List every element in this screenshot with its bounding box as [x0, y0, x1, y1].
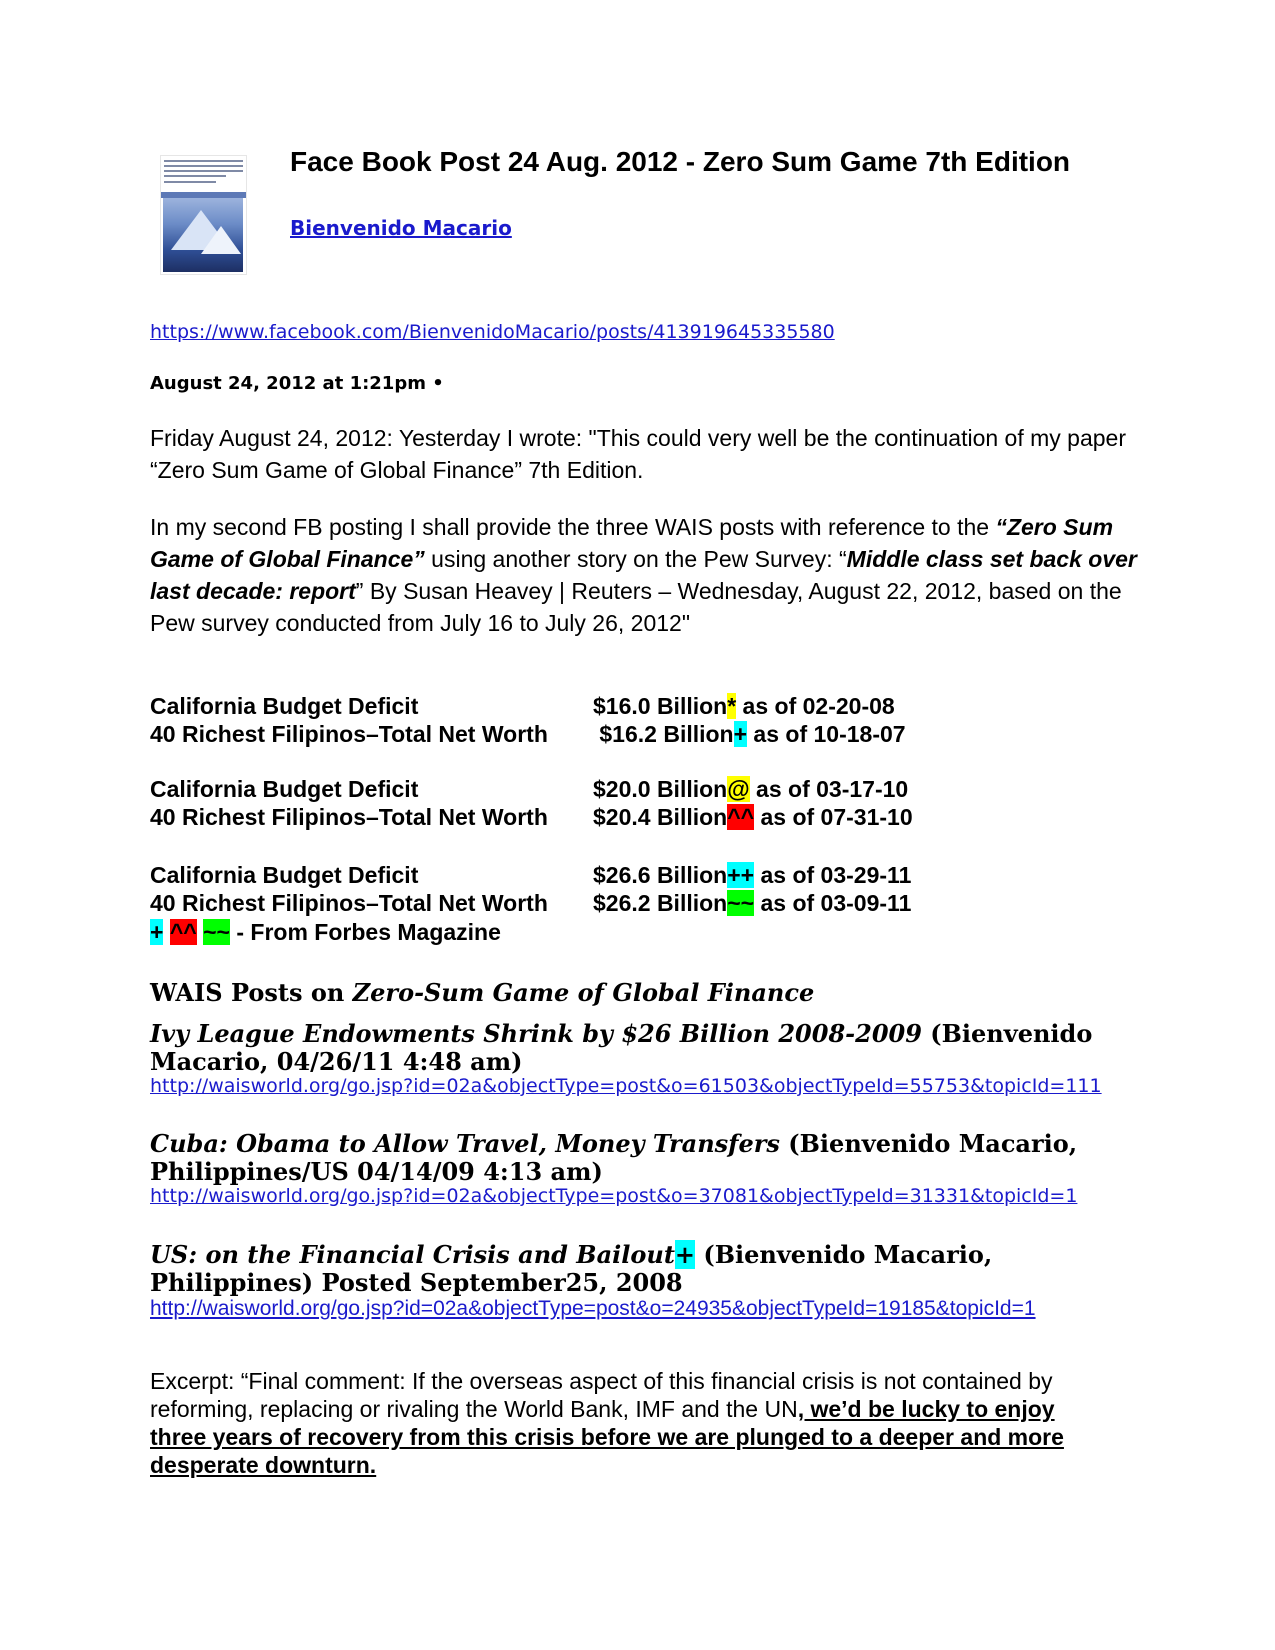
- comparison-value: $16.0 Billion: [593, 693, 728, 719]
- comparison-label: California Budget Deficit: [150, 693, 419, 719]
- comparison-row: [150, 862, 911, 889]
- reference-paragraph: [150, 511, 1140, 639]
- footnote-mark: ++: [727, 862, 755, 888]
- source-note-text: - From Forbes Magazine: [229, 919, 501, 945]
- article-title: Middle class set back over last decade: report: [150, 546, 1137, 604]
- comparison-row: [150, 721, 906, 748]
- comparison-date: as of 03-29-11: [754, 862, 912, 888]
- source-note: [150, 919, 501, 946]
- mark-cyan: +: [150, 919, 164, 945]
- comparison-date: as of 10-18-07: [747, 721, 906, 747]
- comparison-date: as of 03-09-11: [754, 890, 912, 916]
- post-headline: US: on the Financial Crisis and Bailout: [150, 1240, 675, 1269]
- reference-text: ” By Susan Heavey | Reuters – Wednesday, August 22, 2012, based on the Pew survey conducted from July 16 to July 26, 2012": [150, 578, 1122, 636]
- excerpt-text: Excerpt: “Final comment: If the overseas aspect of this financial crisis is not contained by reforming, replacing or rivaling the World Bank, IMF and the UN: [150, 1368, 1053, 1422]
- mark-red: ^^: [169, 919, 197, 945]
- comparison-date: as of 03-17-10: [749, 776, 909, 802]
- footnote-mark: +: [733, 721, 748, 747]
- comparison-value: $20.4 Billion: [593, 804, 728, 830]
- comparison-row: [150, 693, 895, 720]
- section-heading: WAIS Posts on Zero-Sum Game of Global Finance: [150, 978, 815, 1007]
- reference-text: In my second FB posting I shall provide the three WAIS posts with reference to the: [150, 514, 996, 540]
- comparison-label: California Budget Deficit: [150, 776, 419, 802]
- footnote-mark: @: [727, 776, 750, 802]
- page-title: Face Book Post 24 Aug. 2012 - Zero Sum Game 7th Edition: [290, 146, 1071, 177]
- cover-thumbnail: [160, 155, 247, 275]
- post-link[interactable]: http://waisworld.org/go.jsp?id=02a&objectType=post&o=37081&objectTypeId=31331&topicId=1: [150, 1185, 1078, 1207]
- post-link[interactable]: http://waisworld.org/go.jsp?id=02a&objectType=post&o=24935&objectTypeId=19185&topicId=1: [150, 1297, 1036, 1320]
- post-title: [150, 1241, 1140, 1297]
- post-meta: (Bienvenido Macario, Philippines/US 04/14/09 4:13 am): [150, 1129, 1078, 1186]
- comparison-row: [150, 776, 908, 803]
- post-title: [150, 1130, 1140, 1186]
- post-headline: Cuba: Obama to Allow Travel, Money Transfers: [150, 1129, 780, 1158]
- post-link[interactable]: http://waisworld.org/go.jsp?id=02a&objectType=post&o=61503&objectTypeId=55753&topicId=111: [150, 1075, 1102, 1097]
- comparison-value: $20.0 Billion: [593, 776, 728, 802]
- comparison-label: 40 Richest Filipinos–Total Net Worth: [150, 890, 548, 916]
- mark-green: ~~: [203, 919, 230, 945]
- comparison-date: as of 02-20-08: [736, 693, 895, 719]
- intro-paragraph: Friday August 24, 2012: Yesterday I wrote: "This could very well be the continuation of my paper “Zero Sum Game of Global Finance” 7th Edition.: [150, 425, 1126, 483]
- comparison-label: California Budget Deficit: [150, 862, 419, 888]
- footnote-mark: ^^: [727, 804, 755, 830]
- reference-text: using another story on the Pew Survey: “: [424, 546, 847, 572]
- post-title: [150, 1020, 1140, 1076]
- mark-cyan: +: [674, 1240, 696, 1269]
- post-meta: (Bienvenido Macario, 04/26/11 4:48 am): [150, 1019, 1093, 1076]
- paper-title: “Zero Sum Game of Global Finance”: [150, 514, 1114, 572]
- author-link[interactable]: Bienvenido Macario: [290, 216, 512, 240]
- post-headline: Ivy League Endowments Shrink by $26 Billion 2008-2009: [150, 1019, 922, 1048]
- excerpt: [150, 1367, 1110, 1479]
- comparison-row: [150, 890, 911, 917]
- excerpt-emphasis: , we’d be lucky to enjoy three years of recovery from this crisis before we are plunged to a deeper and more desperate downturn.: [150, 1396, 1064, 1478]
- footnote-mark: ~~: [727, 890, 755, 916]
- comparison-value: $26.2 Billion: [593, 890, 728, 916]
- footnote-mark: *: [727, 693, 737, 719]
- comparison-value: $26.6 Billion: [593, 862, 728, 888]
- comparison-date: as of 07-31-10: [754, 804, 913, 830]
- comparison-label: 40 Richest Filipinos–Total Net Worth: [150, 721, 548, 747]
- post-dateline: August 24, 2012 at 1:21pm •: [150, 373, 444, 394]
- post-url-link[interactable]: https://www.facebook.com/BienvenidoMacario/posts/413919645335580: [150, 321, 835, 343]
- post-meta: (Bienvenido Macario, Philippines) Posted September25, 2008: [150, 1240, 993, 1297]
- comparison-label: 40 Richest Filipinos–Total Net Worth: [150, 804, 548, 830]
- comparison-value: $16.2 Billion: [593, 721, 734, 747]
- comparison-row: [150, 804, 913, 831]
